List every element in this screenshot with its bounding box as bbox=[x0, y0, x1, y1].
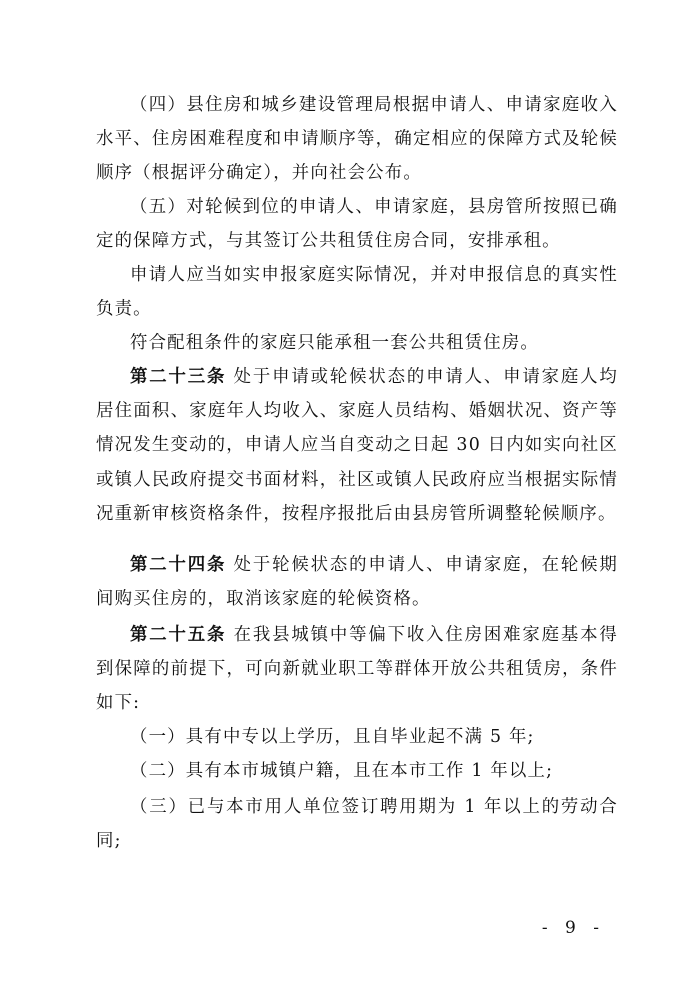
paragraph-one-unit-rule bbox=[96, 326, 618, 360]
paragraph-text: （二）具有本市城镇户籍，且在本市工作 1 年以上; bbox=[130, 761, 554, 781]
article-25 bbox=[96, 618, 618, 721]
paragraph-text: （五）对轮候到位的申请人、申请家庭，县房管所按照已确定的保障方式，与其签订公共租赁住房合同，安排承租。 bbox=[96, 197, 618, 252]
paragraph-text: 符合配租条件的家庭只能承租一套公共租赁住房。 bbox=[130, 333, 539, 353]
paragraph-text: 在我县城镇中等偏下收入住房困难家庭基本得到保障的前提下，可向新就业职工等群体开放公共租赁房，条件如下: bbox=[96, 625, 618, 714]
condition-item-1 bbox=[96, 720, 618, 754]
article-number: 第二十五条 bbox=[130, 625, 227, 645]
article-number: 第二十三条 bbox=[130, 367, 227, 387]
paragraph-text: （一）具有中专以上学历，且自毕业起不满 5 年; bbox=[130, 727, 535, 747]
paragraph-text: 处于申请或轮候状态的申请人、申请家庭人均居住面积、家庭年人均收入、家庭人员结构、婚姻状况、资产等情况发生变动的，申请人应当自变动之日起 30 日内如实向社区或镇人民政府提交书面材料，社区或镇人民政府应当根据实际情况重新审核资格条件，按程序报批后由县房管所调整轮候顺序。 bbox=[96, 367, 618, 524]
paragraph-text: 申请人应当如实申报家庭实际情况，并对申报信息的真实性负责。 bbox=[96, 265, 618, 320]
paragraph-text: 处于轮候状态的申请人、申请家庭，在轮候期间购买住房的，取消该家庭的轮候资格。 bbox=[96, 555, 618, 610]
paragraph-truthful-declaration bbox=[96, 258, 618, 326]
condition-item-2 bbox=[96, 754, 618, 788]
paragraph-text: （三）已与本市用人单位签订聘用期为 1 年以上的劳动合同; bbox=[96, 797, 618, 852]
page-number: - 9 - bbox=[541, 918, 605, 938]
article-24 bbox=[96, 548, 618, 616]
paragraph-text: （四）县住房和城乡建设管理局根据申请人、申请家庭收入水平、住房困难程度和申请顺序等，确定相应的保障方式及轮候顺序（根据评分确定），并向社会公布。 bbox=[96, 95, 618, 184]
article-23 bbox=[96, 360, 618, 531]
paragraph-item-5 bbox=[96, 190, 618, 258]
condition-item-3 bbox=[96, 790, 618, 858]
article-number: 第二十四条 bbox=[130, 555, 227, 575]
paragraph-item-4 bbox=[96, 88, 618, 191]
